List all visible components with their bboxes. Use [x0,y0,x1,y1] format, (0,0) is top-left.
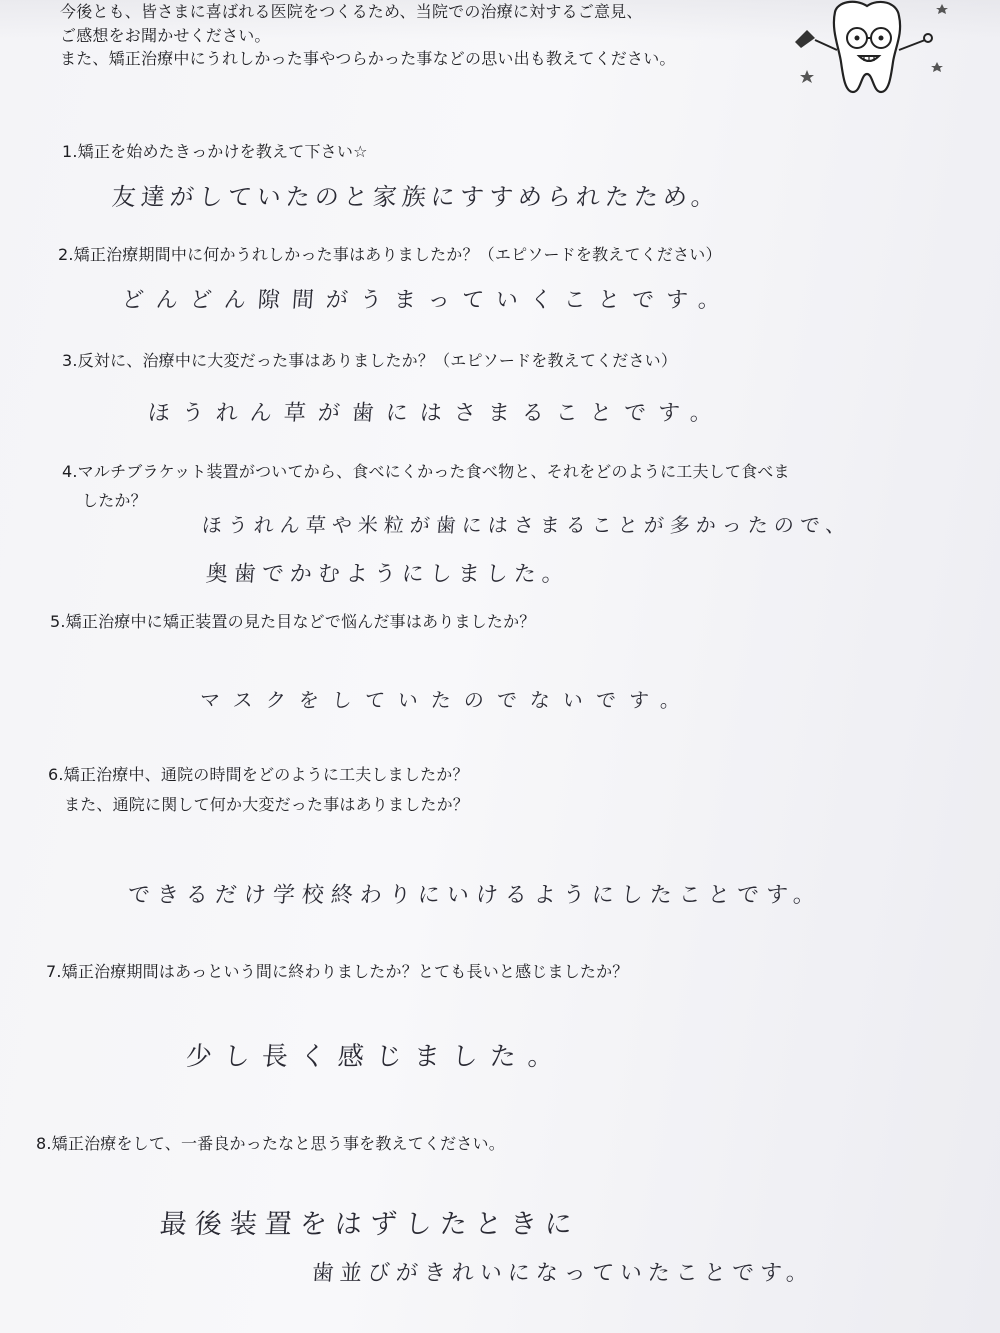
tooth-mascot-illustration [785,0,955,100]
question-4: 4.マルチブラケット装置がついてから、食べにくかった食べ物と、それをどのように工夫して食べま [62,462,790,481]
question-4-continued: したか？ [82,491,147,510]
intro-line: 今後とも、皆さまに喜ばれる医院をつくるため、当院での治療に対するご意見、 [60,2,643,21]
intro-line: また、矯正治療中にうれしかった事やつらかった事などの思い出も教えてください。 [60,49,676,68]
answer-5: マスクをしていたのでないです。 [199,688,695,712]
answer-7: 少し長く感じました。 [184,1042,567,1072]
answer-4-line-1: ほうれん草や米粒が歯にはさまることが多かったので、 [201,513,853,537]
question-1: 1.矯正を始めたきっかけを教えて下さい☆ [62,142,368,161]
answer-3: ほうれん草が歯にはさまることです。 [146,401,725,426]
question-6: 6.矯正治療中、通院の時間をどのように工夫しましたか？ [48,765,469,784]
answer-8-line-1: 最後装置をはずしたときに [158,1209,581,1240]
question-8: 8.矯正治療をして、一番良かったなと思う事を教えてください。 [36,1134,505,1153]
question-3: 3.反対に、治療中に大変だった事はありましたか？（エピソードを教えてください） [62,351,678,370]
question-5: 5.矯正治療中に矯正装置の見た目などで悩んだ事はありましたか？ [50,612,536,631]
answer-1: 友達がしていたのと家族にすすめられたため。 [110,183,722,211]
answer-8-line-2: 歯並びがきれいになっていたことです。 [310,1261,815,1286]
intro-line: ご感想をお聞かせください。 [60,25,271,45]
answer-4-line-2: 奥歯でかむようにしました。 [204,562,571,587]
question-7: 7.矯正治療期間はあっという間に終わりましたか？とても長いと感じましたか？ [46,962,629,981]
intro-text [60,0,760,71]
question-2: 2.矯正治療期間中に何かうれしかった事はありましたか？（エピソードを教えてください） [58,245,722,264]
answer-6: できるだけ学校終わりにいけるようにしたことです。 [126,883,823,908]
question-6-continued: また、通院に関して何か大変だった事はありましたか？ [64,795,470,814]
answer-2: どんどん隙間がうまっていくことです。 [120,288,733,313]
